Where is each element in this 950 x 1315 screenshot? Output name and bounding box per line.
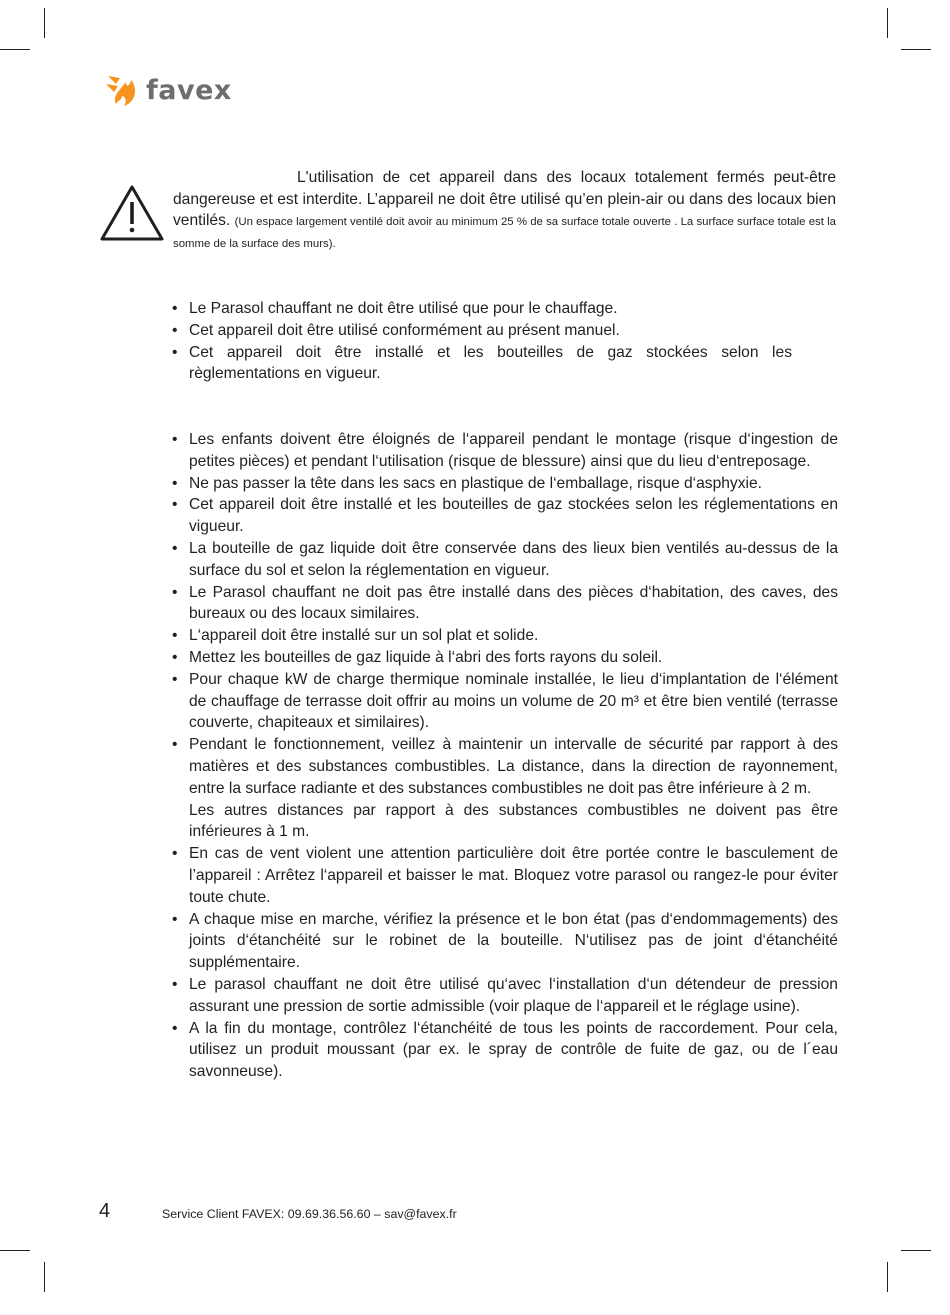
list-item: • La bouteille de gaz liquide doit être conservée dans des lieux bien ventilés au-dessus de la surface du sol et selon la réglementation en vigueur. xyxy=(172,538,838,582)
list-item-continuation: Les autres distances par rapport à des substances combustibles ne doivent pas être inférieures à 1 m. xyxy=(189,801,838,841)
warning-main-text: L'utilisation de cet appareil dans des locaux totalement fermés peut-être dangereuse et est interdite. L’appareil ne doit être utilisé qu’en plein-air ou dans des locaux bien ventilés. xyxy=(173,169,836,229)
crop-mark xyxy=(887,1262,888,1292)
list-item: • L‘appareil doit être installé sur un sol plat et solide. xyxy=(172,625,838,647)
list-item-text: Pendant le fonctionnement, veillez à maintenir un intervalle de sécurité par rapport à des matières et des substances combustibles. La distance, dans la direction de rayonnement, entre la surface radiante et des substances combustibles ne doit pas être inférieure à 2 m. xyxy=(189,736,838,797)
page-number: 4 xyxy=(99,1200,111,1222)
brand-name: favex xyxy=(146,74,232,106)
brand-logo xyxy=(104,70,232,110)
crop-mark xyxy=(44,8,45,38)
list-item: • En cas de vent violent une attention particulière doit être portée contre le basculement de l’appareil : Arrêtez l‘appareil et baisser le mat. Bloquez votre parasol ou rangez-le pour éviter toute chute. xyxy=(172,843,838,908)
list-item: • Cet appareil doit être installé et les bouteilles de gaz stockées selon les réglementations en vigueur. xyxy=(172,494,838,538)
crop-mark xyxy=(44,1262,45,1292)
list-item: • Pour chaque kW de charge thermique nominale installée, le lieu d‘implantation de l‘élément de chauffage de terrasse doit offrir au moins un volume de 20 m³ et être bien ventilé (terrasse couverte, chapiteaux et similaires). xyxy=(172,669,838,734)
list-item: • Cet appareil doit être installé et les bouteilles de gaz stockées selon les règlementations en vigueur. xyxy=(172,342,792,386)
warning-triangle-icon xyxy=(99,184,165,242)
warning-paragraph xyxy=(173,167,836,254)
list-item xyxy=(172,734,838,843)
crop-mark xyxy=(0,1250,30,1251)
crop-mark xyxy=(0,49,30,50)
list-item: • Le Parasol chauffant ne doit pas être installé dans des pièces d‘habitation, des caves, des bureaux ou des locaux similaires. xyxy=(172,582,838,626)
flame-logo-icon xyxy=(104,72,142,108)
list-item: • Mettez les bouteilles de gaz liquide à l‘abri des forts rayons du soleil. xyxy=(172,647,838,669)
list-item: • Ne pas passer la tête dans les sacs en plastique de l‘emballage, risque d‘asphyxie. xyxy=(172,473,838,495)
usage-list xyxy=(172,298,792,385)
crop-mark xyxy=(901,49,931,50)
list-item: • A la fin du montage, contrôlez l‘étanchéité de tous les points de raccordement. Pour cela, utilisez un produit moussant (par ex. le spray de contrôle de fuite de gaz, ou de l´eau savonneuse). xyxy=(172,1018,838,1083)
list-item: • Les enfants doivent être éloignés de l‘appareil pendant le montage (risque d‘ingestion de petites pièces) et pendant l‘utilisation (risque de blessure) ainsi que du lieu d‘entreposage. xyxy=(172,429,838,473)
crop-mark xyxy=(887,8,888,38)
list-item: • Cet appareil doit être utilisé conformément au présent manuel. xyxy=(172,320,792,342)
list-item: • Le Parasol chauffant ne doit être utilisé que pour le chauffage. xyxy=(172,298,792,320)
footer-contact: Service Client FAVEX: 09.69.36.56.60 – sav@favex.fr xyxy=(162,1207,457,1221)
safety-list xyxy=(172,429,838,1083)
warning-note-text: (Un espace largement ventilé doit avoir au minimum 25 % de sa surface totale ouverte . La surface surface totale est la somme de la surface des murs). xyxy=(173,216,836,250)
crop-mark xyxy=(901,1250,931,1251)
list-item: • Le parasol chauffant ne doit être utilisé qu‘avec l‘installation d‘un détendeur de pression assurant une pression de sortie admissible (voir plaque de l‘appareil et le réglage usine). xyxy=(172,974,838,1018)
list-item: • A chaque mise en marche, vérifiez la présence et le bon état (pas d‘endommagements) des joints d‘étanchéité sur le robinet de la bouteille. N‘utilisez pas de joint d‘étanchéité supplémentaire. xyxy=(172,909,838,974)
